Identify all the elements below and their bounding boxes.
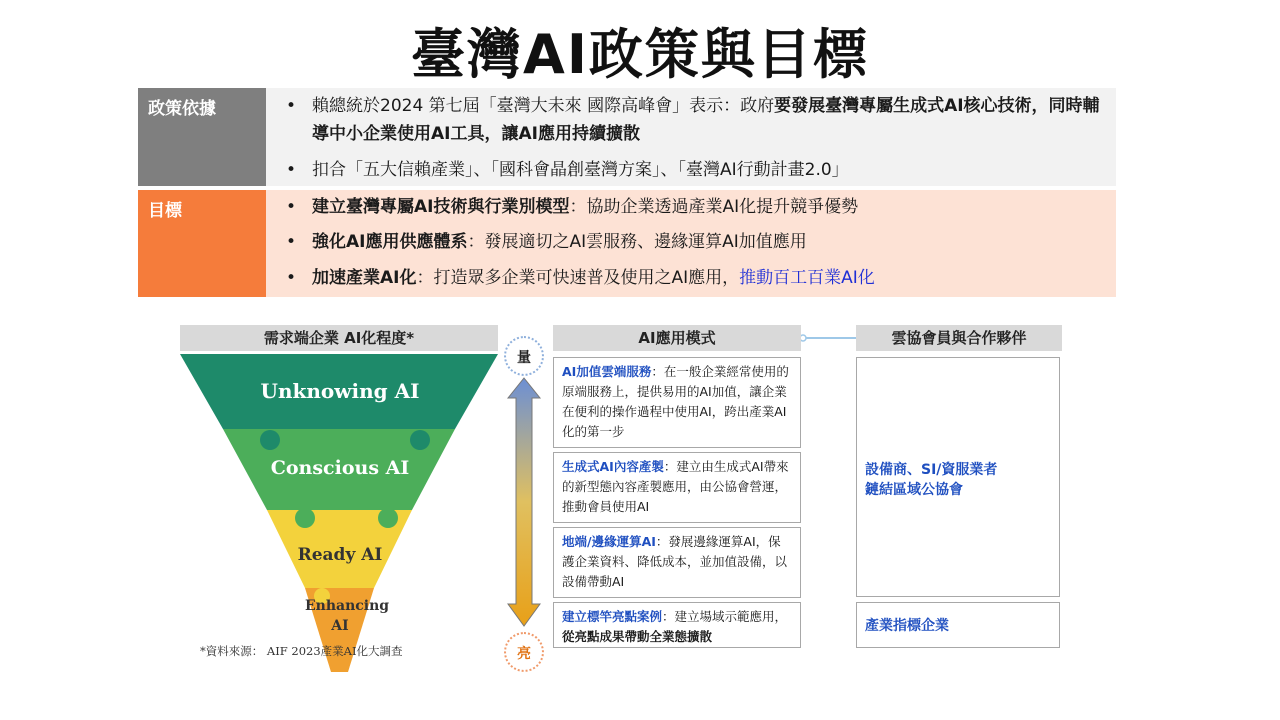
members-line: 產業指標企業 <box>865 618 949 634</box>
mode-card-title: 地端/邊緣運算AI <box>562 534 656 549</box>
funnel-level-3-label: Ready AI <box>297 545 383 565</box>
puzzle-knob <box>378 508 398 528</box>
goal-item-bold: 加速產業AI化 <box>312 268 417 288</box>
members-box-vendors <box>856 357 1060 597</box>
goal-item-text: ：發展適切之AI雲服務、邊緣運算AI加值應用 <box>467 232 807 252</box>
bullet-icon: • <box>286 232 297 252</box>
mode-card-title: AI加值雲端服務 <box>562 364 652 379</box>
goal-item-text: ：打造眾多企業可快速普及使用之AI應用， <box>416 268 740 288</box>
goal-item-bold: 強化AI應用供應體系 <box>312 232 468 252</box>
goals-label: 目標 <box>138 190 266 297</box>
modes-header: AI應用模式 <box>553 325 801 351</box>
bullet-icon: • <box>286 160 297 180</box>
funnel-level-1-label: Unknowing AI <box>260 379 420 403</box>
funnel-header: 需求端企業 AI化程度* <box>180 325 498 351</box>
volume-arrow <box>508 378 540 626</box>
mode-card <box>553 602 801 648</box>
mode-card-body: ：建立由生成式AI帶來的新型態內容產製應用，由公協會營運，推動會員使用AI <box>562 459 789 514</box>
puzzle-knob <box>410 430 430 450</box>
volume-label: 量 <box>504 336 544 376</box>
policy-bullet-1-text: 賴總統於2024 第七屆「臺灣大未來 國際高峰會」表示：政府 <box>312 96 775 116</box>
goal-item-text: ：協助企業透過產業AI化提升競爭優勢 <box>569 197 859 217</box>
bullet-icon: • <box>286 197 297 217</box>
mode-card-body: ：發展邊緣運算AI，保護企業資料、降低成本，並加值設備，以設備帶動AI <box>562 534 788 589</box>
mode-card-bold: 從亮點成果帶動全業態擴散 <box>562 629 713 644</box>
policy-bullet-1-bold: 要發展臺灣專屬生成式AI核心技術，同時輔導中小企業使用AI工具，讓AI應用持續擴散 <box>312 96 1100 144</box>
funnel-level-4-label: Enhancing AI <box>305 598 390 634</box>
mode-card-title: 生成式AI內容產製 <box>562 459 664 474</box>
mode-card-body: ：在一般企業經常使用的原端服務上，提供易用的AI加值，讓企業在便利的操作過程中使用AI，跨出產業AI化的第一步 <box>562 364 789 439</box>
puzzle-knob <box>295 508 315 528</box>
mode-card <box>553 357 801 448</box>
mode-card <box>553 527 801 598</box>
page-title: 臺灣AI政策與目標 <box>411 23 869 86</box>
policy-bullet-2-text: 扣合「五大信賴產業」、「國科會晶創臺灣方案」、「臺灣AI行動計畫2.0」 <box>312 160 849 180</box>
mode-card <box>553 452 801 523</box>
bullet-icon: • <box>286 268 297 288</box>
members-header: 雲協會員與合作夥伴 <box>856 325 1062 351</box>
members-box-leaders <box>856 602 1060 648</box>
funnel-level-2-label: Conscious AI <box>270 457 410 479</box>
members-line: 設備商、SI/資服業者 <box>865 462 998 478</box>
bullet-icon: • <box>286 96 297 116</box>
mode-card-body: ：建立場域示範應用， <box>662 609 788 624</box>
mode-card-title: 建立標竿亮點案例 <box>562 609 663 624</box>
source-note: *資料來源： AIF 2023產業AI化大調查 <box>200 644 403 658</box>
goal-item-bold: 建立臺灣專屬AI技術與行業別模型 <box>312 197 570 217</box>
goal-item-highlight: 推動百工百業AI化 <box>739 268 875 288</box>
puzzle-knob <box>260 430 280 450</box>
members-line: 鏈結區域公協會 <box>865 482 963 498</box>
policy-label: 政策依據 <box>138 88 266 186</box>
highlight-label: 亮 <box>504 632 544 672</box>
